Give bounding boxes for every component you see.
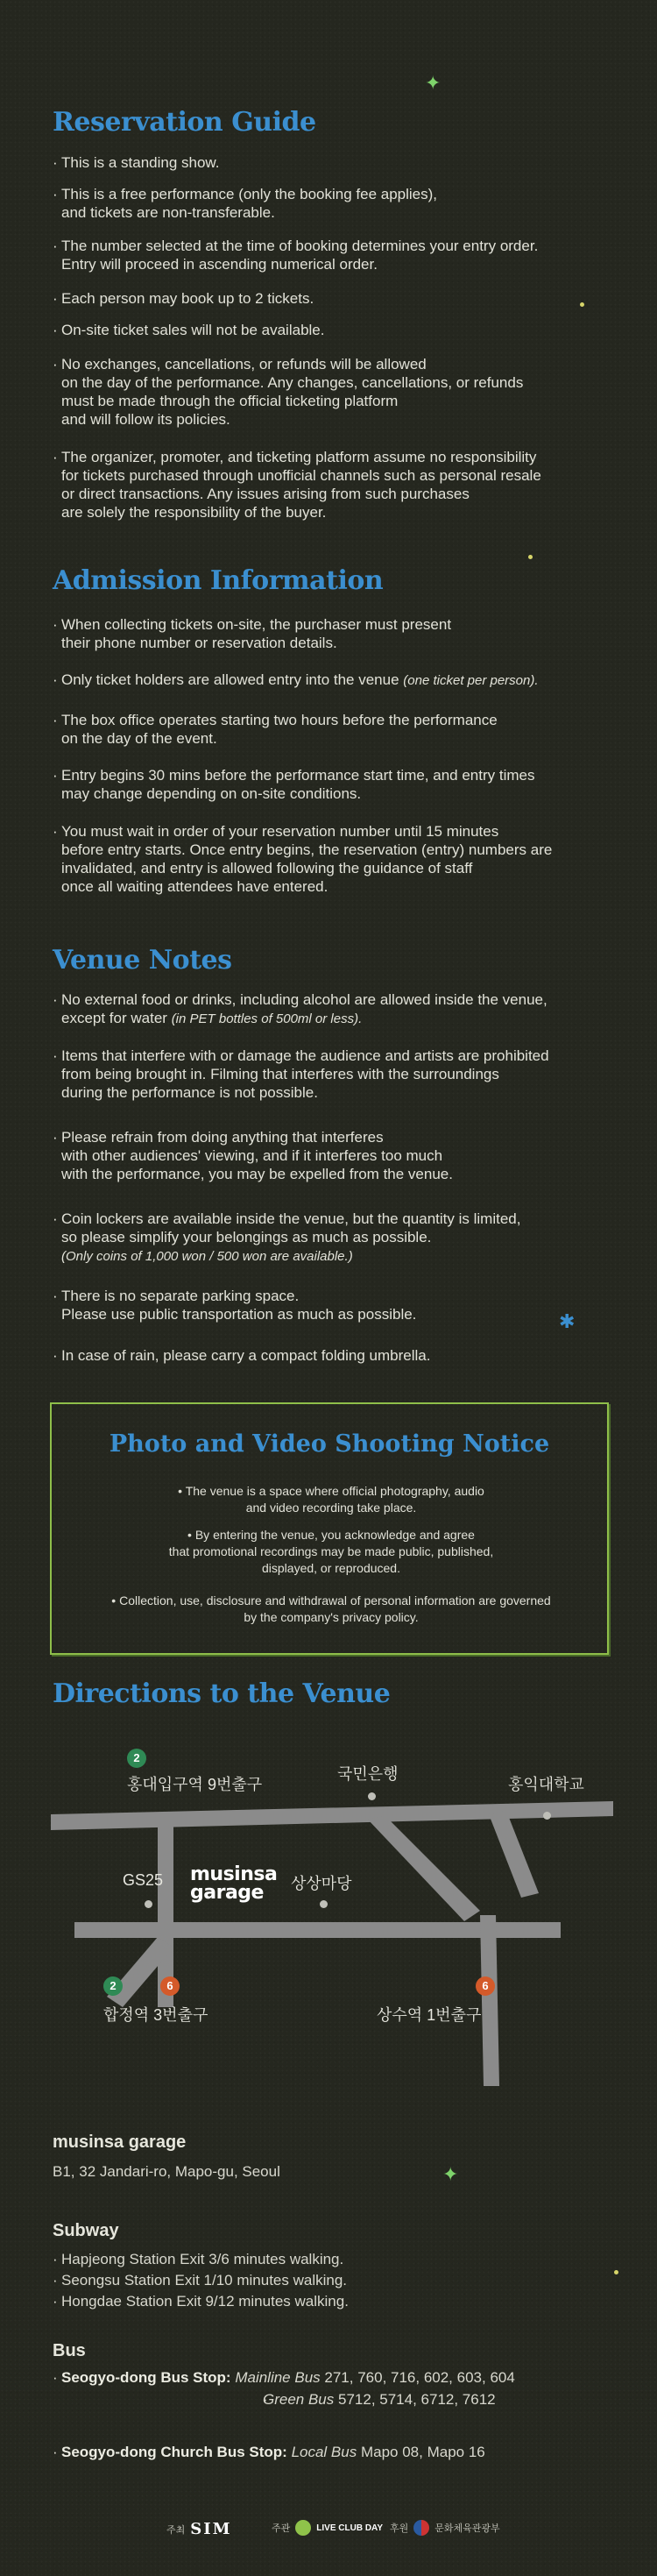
bus-numbers: 5712, 5714, 6712, 7612 (338, 2391, 496, 2408)
bus-stop-row-continued (263, 2391, 496, 2409)
list-item: · The box office operates starting two hours before the performance on the day of the event. (53, 711, 631, 748)
shooting-notice-box (50, 1402, 609, 1655)
bus-stop-row (53, 2444, 485, 2461)
sparkle-icon: ✦ (425, 72, 442, 94)
host-credit (166, 2520, 232, 2538)
sponsor-name: 문화체육관광부 (434, 2523, 500, 2534)
subway-title: Subway (53, 2221, 119, 2240)
list-item-text: Coin lockers are available inside the venue, but the quantity is limited, so please simplify your belongings as much as possible. (61, 1210, 521, 1245)
venue-logo-line1: musinsa (190, 1863, 278, 1885)
list-item: · The organizer, promoter, and ticketing platform assume no responsibility for tickets purchased through unofficial channels such as personal resale or direct transactions. Any issues arising from such purchases are solely the responsibility of the buyer. (53, 448, 631, 522)
list-item: · In case of rain, please carry a compact folding umbrella. (53, 1346, 631, 1365)
sparkle-icon: ✱ (559, 1310, 576, 1332)
map-pin (320, 1900, 328, 1908)
bus-stop-name: Seogyo-dong Church Bus Stop: (61, 2444, 287, 2460)
subway-line-6-badge: 6 (476, 1976, 495, 1996)
host-label: 주최 (166, 2524, 186, 2536)
map-label-hapjeong-exit: 합정역 3번출구 (103, 2006, 208, 2024)
notice-item: • Collection, use, disclosure and withdrawal of personal information are governed by the company's privacy policy. (111, 1593, 551, 1624)
subway-item: · Hapjeong Station Exit 3/6 minutes walking. (53, 2251, 343, 2268)
reservation-title: Reservation Guide (53, 107, 316, 138)
decor-dot (528, 555, 533, 559)
bus-numbers: 271, 760, 716, 602, 603, 604 (324, 2369, 515, 2386)
map-label-market: 상상마당 (291, 1875, 352, 1892)
list-item: · On-site ticket sales will not be available. (53, 321, 631, 339)
list-item: · No exchanges, cancellations, or refunds will be allowed on the day of the performance. Any changes, cancellations, or refunds must be made through the official ticketing platform and will follow its policies. (53, 355, 631, 429)
list-item-note: (one ticket per person). (403, 673, 539, 688)
notice-item: • The venue is a space where official photography, audio and video recording take place. (178, 1484, 484, 1515)
footer-credits (0, 2520, 657, 2546)
map-label-hongdae-exit: 홍대입구역 9번출구 (127, 1776, 263, 1793)
admission-title: Admission Information (53, 565, 384, 596)
subway-item: · Seongsu Station Exit 1/10 minutes walking. (53, 2272, 347, 2289)
government-emblem-icon (413, 2520, 429, 2536)
sponsor-credit (390, 2520, 500, 2536)
bus-stop-row (53, 2369, 515, 2387)
sponsor-label: 후원 (390, 2523, 409, 2534)
map-pin (145, 1900, 152, 1908)
list-item: · Entry begins 30 mins before the performance start time, and entry times may change depending on on-site conditions. (53, 766, 631, 803)
list-item: · There is no separate parking space. Please use public transportation as much as possible. (53, 1287, 631, 1323)
list-item (53, 1210, 631, 1266)
venue-notes-title: Venue Notes (53, 945, 232, 976)
venue-name: musinsa garage (53, 2132, 187, 2152)
bus-numbers: Mapo 08, Mapo 16 (360, 2444, 485, 2460)
list-item: · This is a standing show. (53, 153, 631, 172)
organizer-label: 주관 (272, 2523, 291, 2534)
map-label-sangsu-exit: 상수역 1번출구 (377, 2006, 482, 2024)
subway-line-2-badge: 2 (127, 1749, 146, 1768)
bus-type: Mainline Bus (235, 2369, 321, 2386)
host-logo: SIM (190, 2520, 232, 2538)
map-label-gs25: GS25 (123, 1871, 164, 1889)
venue-map (0, 1718, 657, 2104)
bus-type: Local Bus (291, 2444, 357, 2460)
list-item: · Each person may book up to 2 tickets. (53, 289, 631, 308)
organizer-credit (272, 2520, 383, 2536)
list-item: · This is a free performance (only the booking fee applies), and tickets are non-transferable. (53, 185, 631, 222)
decor-dot (614, 2270, 618, 2274)
list-item: · You must wait in order of your reservation number until 15 minutes before entry starts. Once entry begins, the reservation (entry) numbers are invalidated, and entry is allowed following the guidance of staff once all waiting attendees have entered. (53, 822, 631, 896)
list-item (53, 990, 631, 1028)
list-item-note: (in PET bottles of 500ml or less). (171, 1011, 363, 1026)
sparkle-icon: ✦ (442, 2163, 459, 2185)
map-pin (368, 1792, 376, 1800)
organizer-logo-icon (295, 2520, 311, 2536)
notice-title: Photo and Video Shooting Notice (109, 1430, 550, 1458)
bus-type: Green Bus (263, 2391, 335, 2408)
list-item-text: No external food or drinks, including alcohol are allowed inside the venue, except for water (61, 991, 548, 1026)
map-pin (543, 1812, 551, 1820)
bus-stop-name: Seogyo-dong Bus Stop: (61, 2369, 231, 2386)
list-item (53, 671, 631, 690)
list-item: · Please refrain from doing anything that interferes with other audiences' viewing, and if it interferes too much with the performance, you may be expelled from the venue. (53, 1128, 631, 1183)
list-item-text: Only ticket holders are allowed entry into the venue (61, 671, 399, 688)
subway-line-2-badge: 2 (103, 1976, 123, 1996)
venue-logo (190, 1865, 277, 1902)
organizer-logo: LIVE CLUB DAY (316, 2523, 384, 2533)
bus-title: Bus (53, 2341, 86, 2360)
subway-line-6-badge: 6 (160, 1976, 180, 1996)
venue-address: B1, 32 Jandari-ro, Mapo-gu, Seoul (53, 2163, 280, 2180)
notice-item: • By entering the venue, you acknowledge and agree that promotional recordings may be made public, published, displayed, or reproduced. (168, 1528, 494, 1575)
directions-title: Directions to the Venue (53, 1678, 391, 1709)
list-item: · Items that interfere with or damage the audience and artists are prohibited from being brought in. Filming that interferes with the surroundings during the performance is not possible. (53, 1047, 631, 1102)
list-item: · The number selected at the time of booking determines your entry order. Entry will proceed in ascending numerical order. (53, 237, 631, 273)
map-label-university: 홍익대학교 (508, 1776, 584, 1793)
subway-item: · Hongdae Station Exit 9/12 minutes walking. (53, 2293, 349, 2310)
list-item: · When collecting tickets on-site, the purchaser must present their phone number or reservation details. (53, 615, 631, 652)
list-item-note: (Only coins of 1,000 won / 500 won are available.) (61, 1249, 353, 1264)
map-label-bank: 국민은행 (337, 1765, 399, 1783)
venue-logo-line2: garage (190, 1882, 264, 1904)
